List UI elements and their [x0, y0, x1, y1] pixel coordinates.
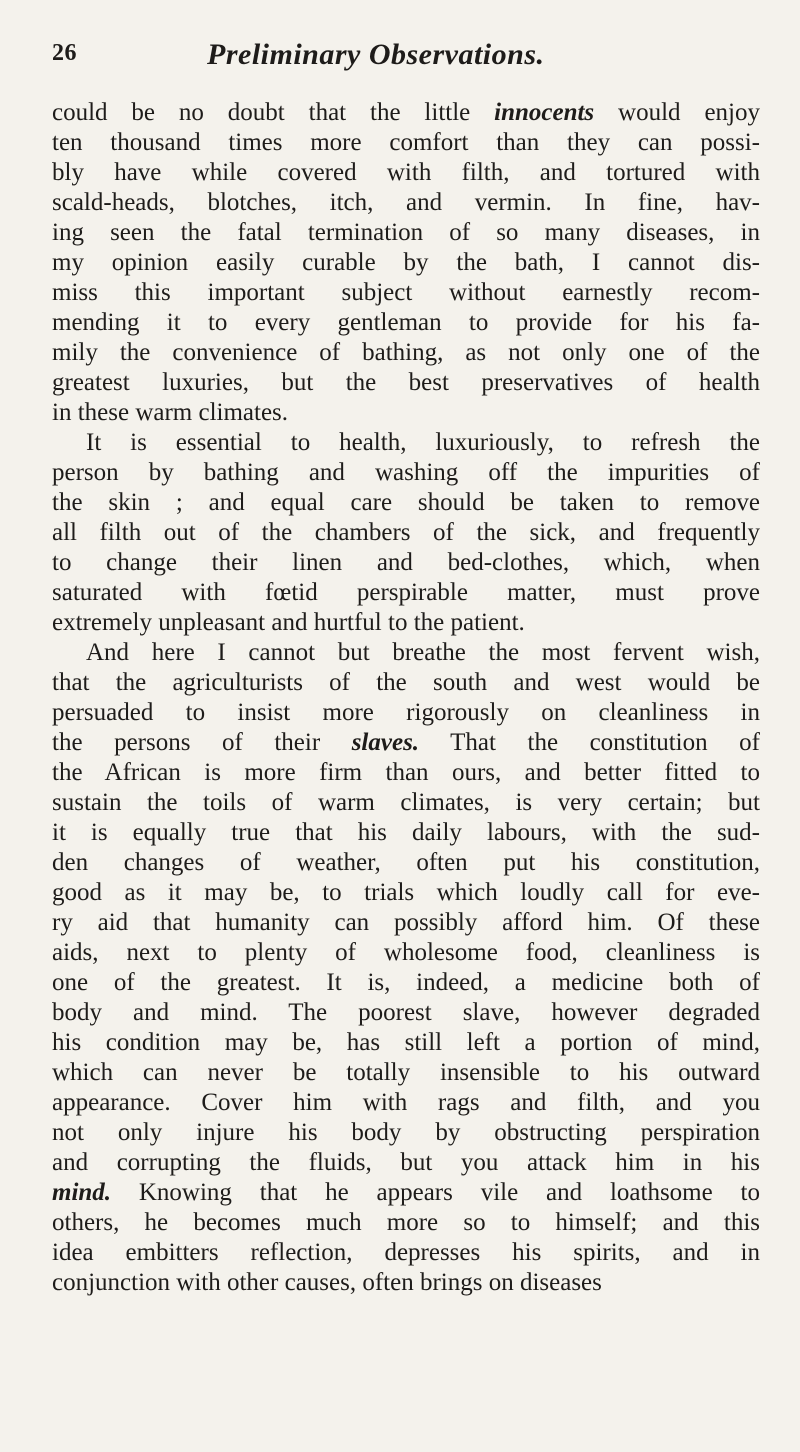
text-line — [52, 758, 760, 788]
text-line — [52, 368, 760, 398]
text-line — [52, 248, 760, 278]
text-line — [52, 968, 760, 998]
text-run: idea embitters reflection, depresses his spirits, and in — [52, 1239, 760, 1266]
text-line — [52, 998, 760, 1028]
text-run: the skin ; and equal care should be taken to remove — [52, 489, 760, 516]
text-line — [52, 818, 760, 848]
text-run: in these warm climates. — [52, 399, 289, 426]
text-line — [52, 158, 760, 188]
body-text — [52, 98, 760, 1298]
text-run: body and mind. The poorest slave, however degraded — [52, 999, 760, 1026]
text-line — [52, 1118, 760, 1148]
text-line — [52, 638, 760, 668]
text-line — [52, 908, 760, 938]
text-line — [52, 128, 760, 158]
emphasized-word: mind. — [52, 1179, 112, 1206]
text-line — [52, 218, 760, 248]
text-line — [52, 698, 760, 728]
text-line — [52, 428, 760, 458]
text-line — [52, 878, 760, 908]
text-run: bly have while covered with filth, and tortured with — [52, 159, 760, 186]
text-run: the persons of their — [52, 729, 352, 756]
text-line — [52, 788, 760, 818]
text-line — [52, 1058, 760, 1088]
text-line — [52, 938, 760, 968]
text-run: aids, next to plenty of wholesome food, cleanliness is — [52, 939, 760, 966]
text-run: not only injure his body by obstructing perspiration — [52, 1119, 760, 1146]
text-line — [52, 1268, 760, 1298]
text-line — [52, 1208, 760, 1238]
text-line — [52, 338, 760, 368]
text-run: extremely unpleasant and hurtful to the patient. — [52, 609, 525, 636]
text-run: ten thousand times more comfort than they can possi- — [52, 129, 760, 156]
text-run: miss this important subject without earnestly recom- — [52, 279, 760, 306]
text-run: would enjoy — [594, 99, 760, 126]
text-run: person by bathing and washing off the impurities of — [52, 459, 760, 486]
text-line — [52, 308, 760, 338]
text-line — [52, 518, 760, 548]
text-run: That the constitution of — [419, 729, 760, 756]
emphasized-word: slaves. — [351, 729, 420, 756]
text-run: that the agriculturists of the south and west would be — [52, 669, 760, 696]
text-run: saturated with fœtid perspirable matter, must prove — [52, 579, 760, 606]
text-line — [52, 98, 760, 128]
text-run: mily the convenience of bathing, as not only one of the — [52, 339, 760, 366]
running-head — [52, 38, 760, 84]
text-run: persuaded to insist more rigorously on cleanliness in — [52, 699, 760, 726]
text-run: greatest luxuries, but the best preservatives of health — [52, 369, 760, 396]
text-run: den changes of weather, often put his constitution, — [52, 849, 760, 876]
text-run: appearance. Cover him with rags and filth, and you — [52, 1089, 760, 1116]
emphasized-word: innocents — [494, 99, 595, 126]
text-line — [52, 668, 760, 698]
text-line — [52, 1148, 760, 1178]
text-run: and corrupting the fluids, but you attack him in his — [52, 1149, 760, 1176]
text-run: conjunction with other causes, often brings on diseases — [52, 1269, 602, 1296]
text-line — [52, 398, 760, 428]
text-run: to change their linen and bed-clothes, which, when — [52, 549, 760, 576]
text-run: could be no doubt that the little — [52, 99, 495, 126]
text-line — [52, 488, 760, 518]
text-run: his condition may be, has still left a portion of mind, — [52, 1029, 760, 1056]
text-line — [52, 188, 760, 218]
text-run: all filth out of the chambers of the sick, and frequently — [52, 519, 760, 546]
text-run: it is equally true that his daily labours, with the sud- — [52, 819, 760, 846]
text-line — [52, 848, 760, 878]
text-run: mending it to every gentleman to provide for his fa- — [52, 309, 760, 336]
text-line — [52, 1238, 760, 1268]
text-run: Knowing that he appears vile and loathsome to — [111, 1179, 760, 1206]
text-run: ry aid that humanity can possibly afford him. Of these — [52, 909, 760, 936]
page-number: 26 — [52, 40, 77, 66]
text-line — [52, 278, 760, 308]
running-head-title: Preliminary Observations. — [207, 38, 545, 71]
text-line — [52, 548, 760, 578]
text-line — [52, 728, 760, 758]
text-run: good as it may be, to trials which loudly call for eve- — [52, 879, 760, 906]
text-run: ing seen the fatal termination of so many diseases, in — [52, 219, 760, 246]
text-line — [52, 1028, 760, 1058]
text-run: the African is more firm than ours, and better fitted to — [52, 759, 760, 786]
text-run: which can never be totally insensible to his outward — [52, 1059, 760, 1086]
text-line — [52, 578, 760, 608]
text-line — [52, 608, 760, 638]
text-run: my opinion easily curable by the bath, I cannot dis- — [52, 249, 760, 276]
text-line — [52, 1088, 760, 1118]
text-run: others, he becomes much more so to himself; and this — [52, 1209, 760, 1236]
text-line — [52, 1178, 760, 1208]
text-line — [52, 458, 760, 488]
text-run: And here I cannot but breathe the most fervent wish, — [86, 639, 760, 666]
text-run: scald-heads, blotches, itch, and vermin. In fine, hav- — [52, 189, 760, 216]
text-run: sustain the toils of warm climates, is very certain; but — [52, 789, 760, 816]
text-run: It is essential to health, luxuriously, to refresh the — [86, 429, 760, 456]
text-run: one of the greatest. It is, indeed, a medicine both of — [52, 969, 760, 996]
